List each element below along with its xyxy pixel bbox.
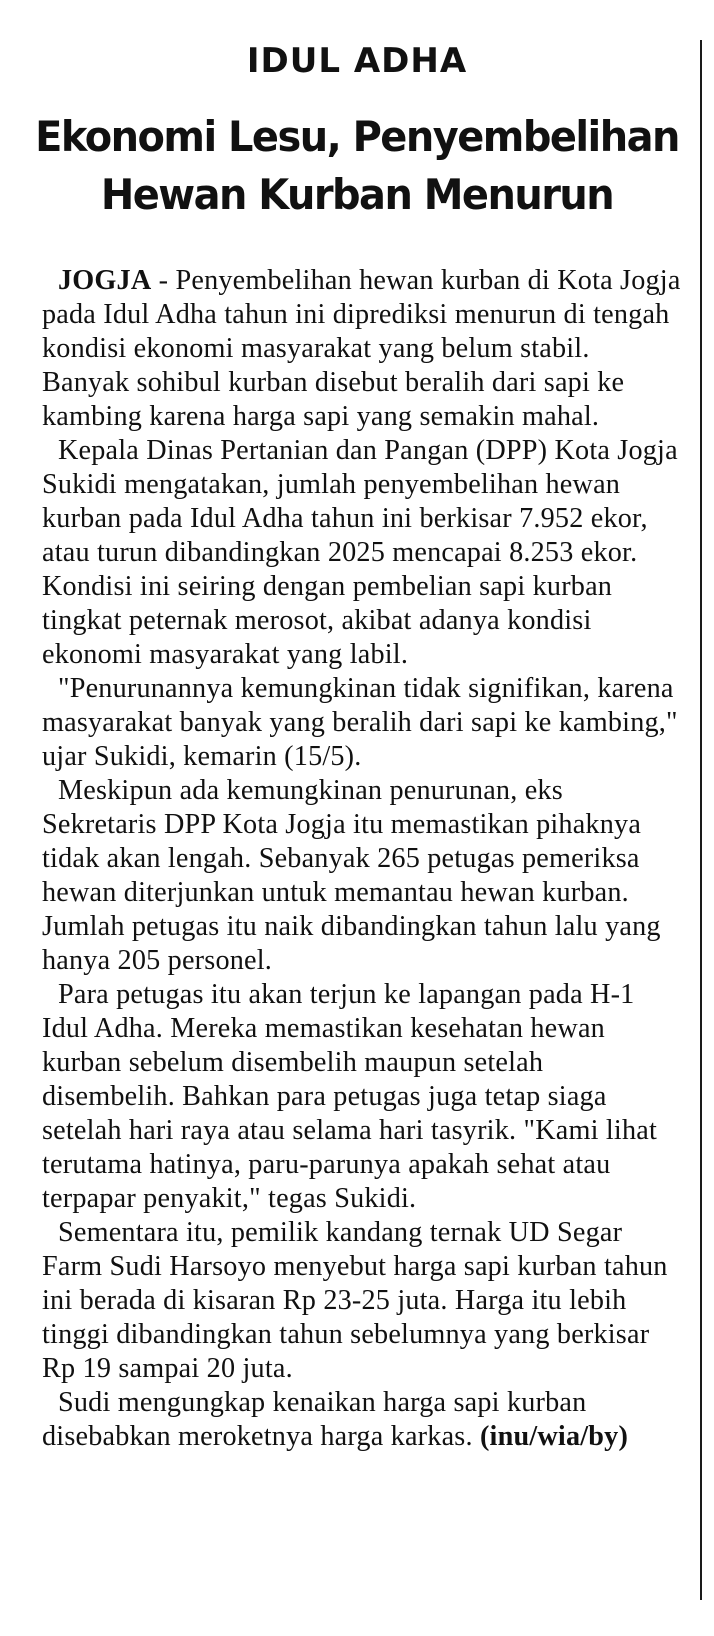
paragraph-7 — [42, 1386, 682, 1454]
paragraph-1-text: - Penyembelihan hewan kurban di Kota Jogja pada Idul Adha tahun ini diprediksi menurun di tengah kondisi ekonomi masyarakat yang belum stabil. Banyak sohibul kurban disebut beralih dari sapi ke kambing karena harga sapi yang semakin mahal. — [42, 265, 681, 432]
section-kicker: IDUL ADHA — [246, 41, 468, 81]
paragraph-3: "Penurunannya kemungkinan tidak signifikan, karena masyarakat banyak yang beralih dari sapi ke kambing," ujar Sukidi, kemarin (15/5). — [42, 673, 678, 772]
paragraph-6: Sementara itu, pemilik kandang ternak UD Segar Farm Sudi Harsoyo menyebut harga sapi kurban tahun ini berada di kisaran Rp 23-25 juta. Harga itu lebih tinggi dibandingkan tahun sebelumnya yang berkisar Rp 19 sampai 20 juta. — [42, 1217, 668, 1384]
headline — [18, 108, 696, 224]
headline-line-2: Hewan Kurban Menurun — [100, 170, 614, 219]
headline-line-1: Ekonomi Lesu, Penyembelihan — [35, 112, 679, 161]
paragraph-5: Para petugas itu akan terjun ke lapangan pada H-1 Idul Adha. Mereka memastikan kesehatan hewan kurban sebelum disembelih maupun setelah disembelih. Bahkan para petugas juga tetap siaga setelah hari raya atau selama hari tasyrik. "Kami lihat terutama hatinya, paru-parunya apakah sehat atau terpapar penyakit," tegas Sukidi. — [42, 979, 657, 1214]
article-body — [42, 264, 682, 1454]
author-credit: (inu/wia/by) — [479, 1421, 629, 1452]
paragraph-4: Meskipun ada kemungkinan penurunan, eks Sekretaris DPP Kota Jogja itu memastikan pihaknya tidak akan lengah. Sebanyak 265 petugas pemeriksa hewan diterjunkan untuk memantau hewan kurban. Jumlah petugas itu naik dibandingkan tahun lalu yang hanya 205 personel. — [42, 775, 661, 976]
dateline: JOGJA — [58, 265, 152, 296]
paragraph-7-text: Sudi mengungkap kenaikan harga sapi kurban disebabkan meroketnya harga karkas. — [42, 1387, 587, 1452]
column-rule — [700, 40, 702, 1600]
paragraph-2: Kepala Dinas Pertanian dan Pangan (DPP) Kota Jogja Sukidi mengatakan, jumlah penyembelihan hewan kurban pada Idul Adha tahun ini berkisar 7.952 ekor, atau turun dibandingkan 2025 mencapai 8.253 ekor. Kondisi ini seiring dengan pembelian sapi kurban tingkat peternak merosot, akibat adanya kondisi ekonomi masyarakat yang labil. — [42, 435, 678, 670]
paragraph-1 — [42, 264, 682, 434]
